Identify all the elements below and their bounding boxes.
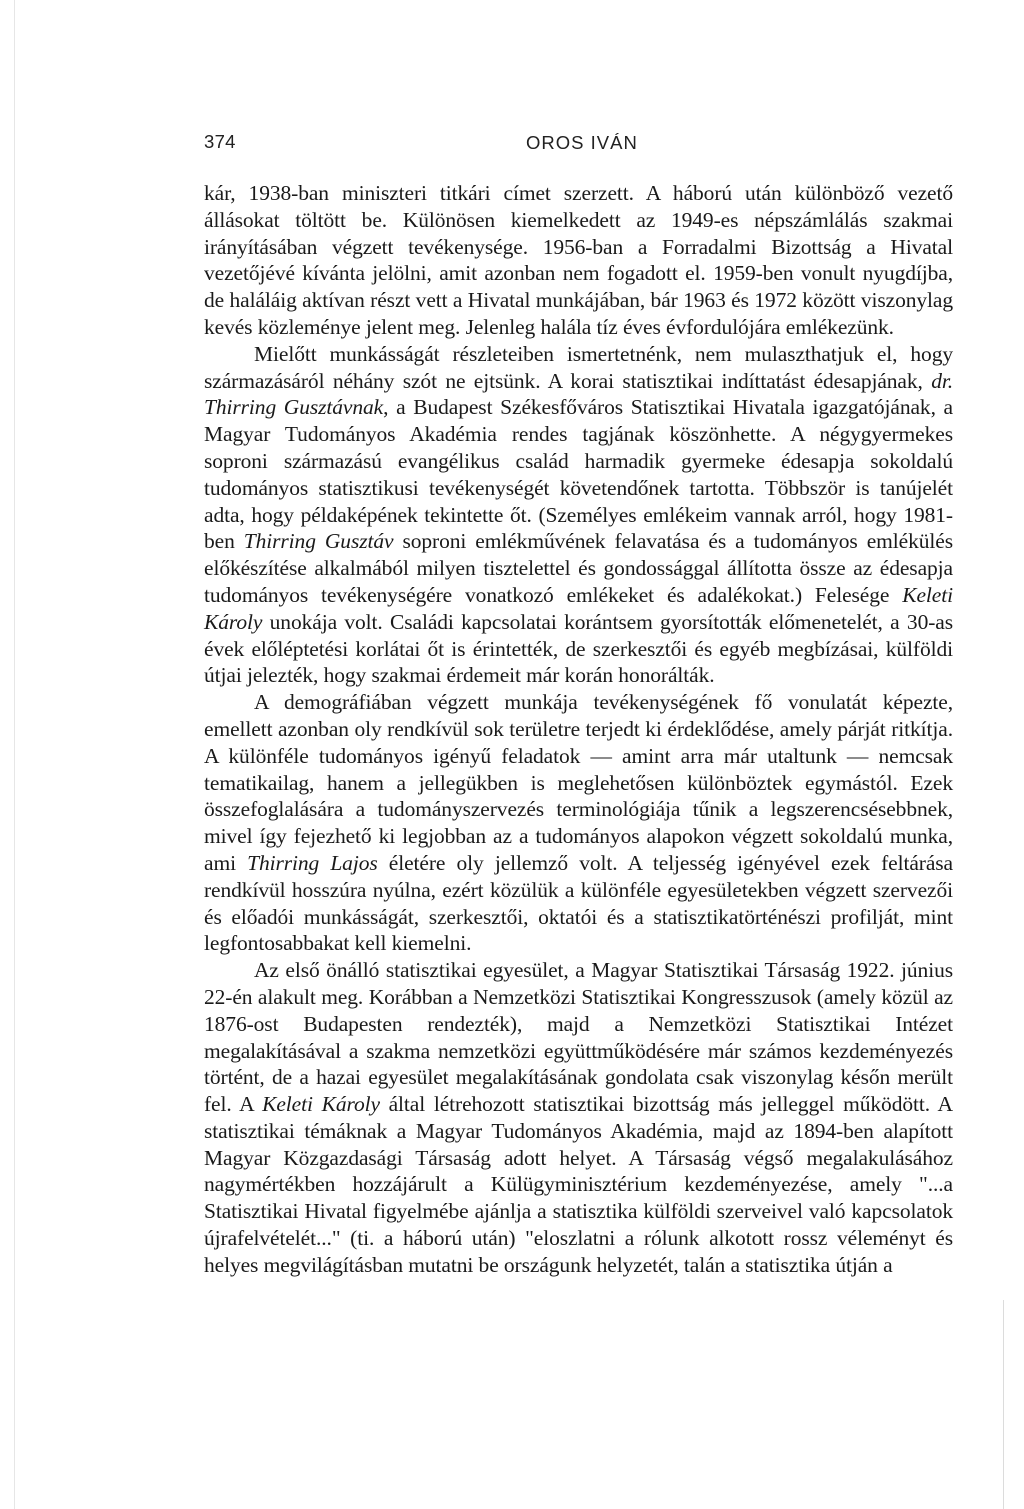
paragraph [204, 341, 953, 689]
italic-name: Thirring Lajos [247, 850, 378, 875]
text-run: Az első önálló statisztikai egyesület, a Magyar Statisztikai Társaság 1922. június 22-én alakult meg. Korábban a Nemzetközi Statisztikai Kongresszusok (amely közül az 1876-ost Budapesten rendezték), majd a Nemzetközi Statisztikai Intézet megalakításával a szakma nemzetközi együttműködésére már számos kezdeményezés történt, de a hazai egyesület megalakításának gondolata csak viszonylag későn merült fel. A [204, 958, 953, 1117]
italic-name: dr. Thirring Gusztávnak [204, 368, 953, 420]
text-run: kár, 1938-ban miniszteri titkári címet szerzett. A háború után különböző vezető állásokat töltött be. Különösen kiemelkedett az 1949-es népszámlálás szakmai irányításában végzett tevékenysége. 1956-ban a Forradalmi Bizottság a Hivatal vezetőjévé kívánta jelölni, amit azonban nem fogadott el. 1959-ben vonult nyugdíjba, de haláláig aktívan részt vett a Hivatal munkájában, bár 1963 és 1972 között viszonylag kevés közleménye jelent meg. Jelenleg halála tíz éves évfordulójára emlékezünk. [204, 181, 953, 339]
italic-name: Keleti Károly [204, 582, 953, 634]
paragraph [204, 957, 953, 1279]
text-run: életére oly jellemző volt. A teljesség igényével ezek feltárása rendkívül hosszúra nyúlna, ezért közülük a különféle egyesületekben végzett szervezői és előadói munkásságát, szerkesztői, oktatói és a statisztikatörténészi profilját, mint legfontosabbakat kell kiemelni. [204, 850, 954, 956]
page-edge [14, 0, 15, 1509]
body-text [204, 180, 953, 1279]
text-run: által létrehozott statisztikai bizottság más jelleggel működött. A statisztikai témáknak a Magyar Tudományos Akadémia, majd az 1894-ben alapított Magyar Közgazdasági Társaság adott helyet. A Társaság végső megalakulásához nagymértékben hozzájárult a Külügyminisztérium kezdeményezése, amely "...a Statisztikai Hivatal figyelmébe ajánlja a statisztika külföldi szerveivel való kapcsolatok újrafelvételét..." (ti. a háború után) "eloszlatni a rólunk alkotott rossz véleményt és helyes megvilágításban mutatni be országunk helyzetét, talán a statisztika útján a [204, 1092, 953, 1277]
running-header [204, 131, 953, 159]
paragraph [204, 689, 953, 957]
running-title: OROS IVÁN [526, 132, 638, 153]
page-edge-right [1003, 1300, 1004, 1509]
italic-name: Keleti Károly [262, 1092, 380, 1117]
text-run: soproni emlékművének felavatása és a tudományos emlékülés előkészítése alkalmából milyen tisztelettel és gondossággal állította össze az édesapja tudományos tevékenységére vonatkozó emlékeket és adalékokat.) Felesége [204, 529, 953, 607]
paragraph [204, 180, 953, 341]
text-run: Mielőtt munkásságát részleteiben ismertetnénk, nem mulaszthatjuk el, hogy származásáról néhány szót ne ejtsünk. A korai statisztikai indíttatást édesapjának, [204, 341, 953, 393]
text-run: , a Budapest Székesfőváros Statisztikai Hivatala igazgatójának, a Magyar Tudományos Akadémia rendes tagjának köszönhette. A négygyermekes soproni származású evangélikus család harmadik gyermeke édesapja sokoldalú tudományos statisztikusi tevékenységét követendőnek tartotta. Többször is tanújelét adta, hogy példaképének tekintette őt. (Személyes emlékeim vannak arról, hogy 1981-ben [204, 395, 953, 554]
italic-name: Thirring Gusztáv [243, 529, 394, 554]
page-number: 374 [204, 131, 236, 152]
text-run: unokája volt. Családi kapcsolatai korántsem gyorsították előmenetelét, a 30-as évek előléptetési korlátai őt is érintették, de szerkesztői és egyéb megbízásai, külföldi útjai jelezték, hogy szakmai érdemeit már korán honorálták. [204, 609, 953, 688]
text-run: A demográfiában végzett munkája tevékenységének fő vonulatát képezte, emellett azonban oly rendkívül sok területre terjedt ki érdeklődése, amely párját ritkítja. A különféle tudományos igényű feladatok — amint arra már utaltunk — nemcsak tematikailag, hanem a jellegükben is meglehetősen különböztek egymástól. Ezek összefoglalására a tudományszervezés terminológiája tűnik a legszerencsésebbnek, mivel így fejezhető ki legjobban az a tudományos alapokon végzett sokoldalú munka, ami [204, 690, 953, 875]
